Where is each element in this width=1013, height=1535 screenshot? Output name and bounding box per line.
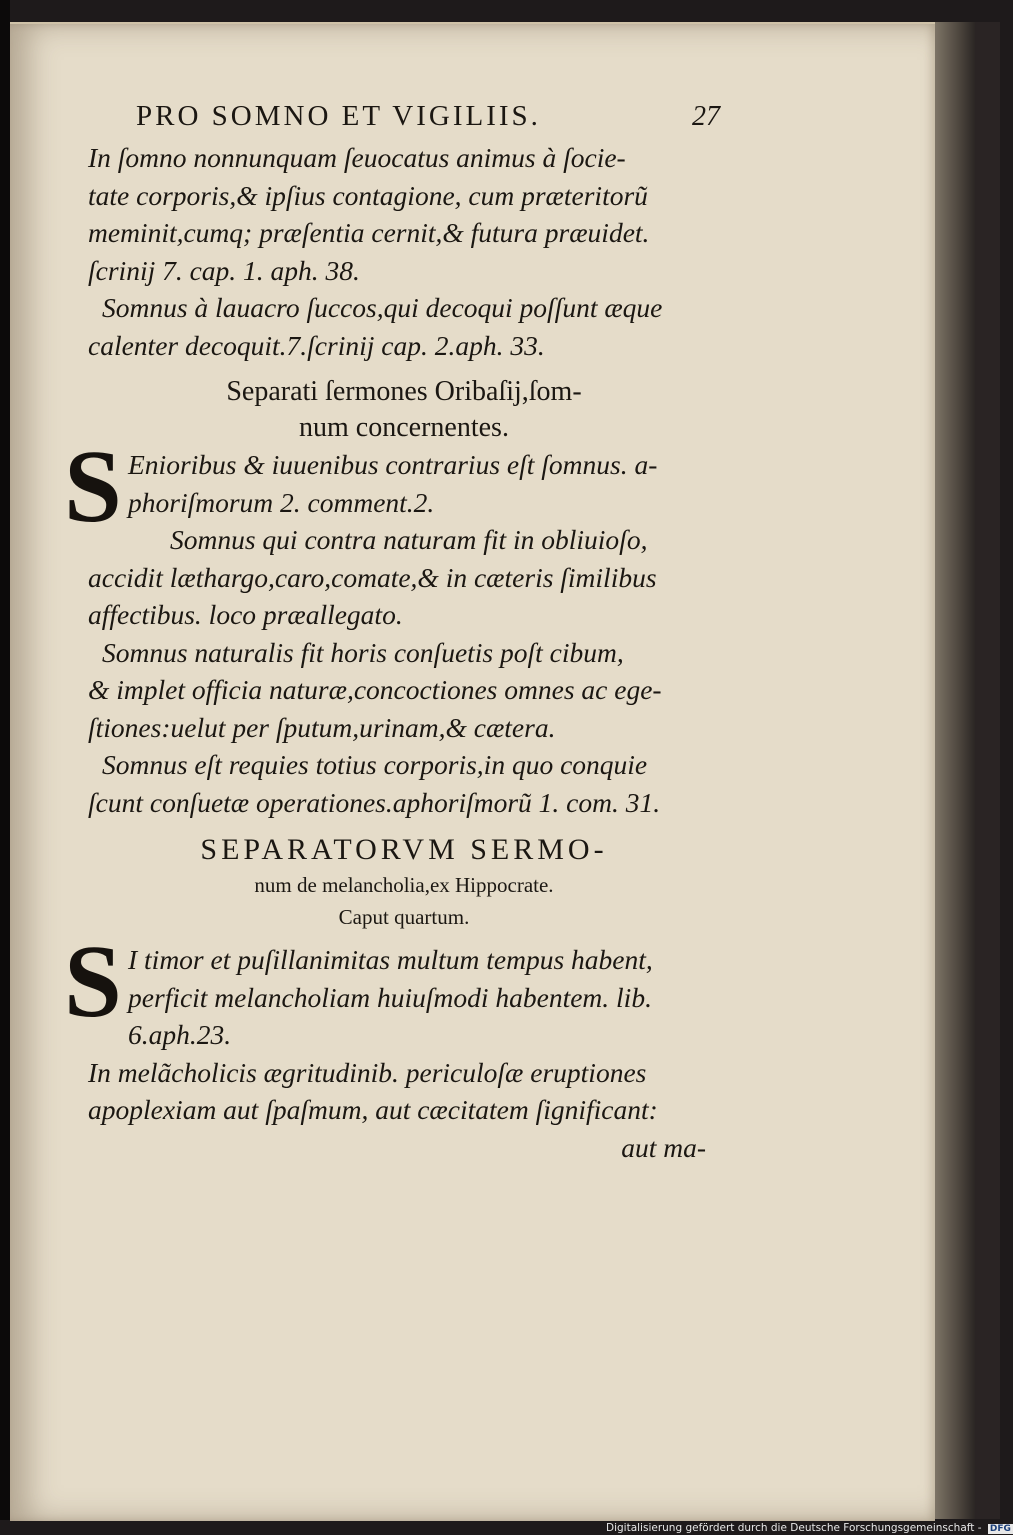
text-line: calenter decoquit.7.ſcrinij cap. 2.aph. 33. — [88, 329, 545, 361]
text-line: affectibus. loco præallegato. — [88, 599, 403, 630]
dfg-logo: DFG — [989, 1524, 1011, 1534]
digitization-credit — [606, 1522, 1013, 1534]
running-head-title: PRO SOMNO ET VIGILIIS. — [136, 100, 541, 132]
text-line: In ſomno nonnunquam ſeuocatus animus à ſocie- — [88, 142, 626, 173]
page-fore-edge — [935, 22, 975, 1519]
chapter-label: Caput quartum. — [338, 905, 470, 929]
heading-caps-line: SEPARATORVM SERMO- — [200, 833, 608, 866]
section-2-opening — [64, 924, 720, 1054]
drop-cap-initial: S — [64, 429, 122, 544]
text-line: Somnus eſt requies totius corporis,in quo conquie — [102, 749, 648, 780]
text-line: phoriſmorum 2. comment.2. — [128, 486, 435, 518]
section-heading-1 — [88, 374, 720, 446]
paragraph-6 — [88, 1054, 720, 1129]
text-line: meminit,cumq; præſentia cernit,& futura præuidet. — [88, 217, 650, 248]
heading-subline: num de melancholia,ex Hippocrate. — [254, 873, 554, 897]
section-heading-2 — [88, 831, 720, 933]
text-line: In melãcholicis ægritudinib. periculoſæ eruptiones — [88, 1056, 647, 1088]
folio-number: 27 — [692, 101, 720, 132]
heading-line: Separati ſermones Oribaſij,ſom- — [226, 376, 582, 407]
paragraph-5 — [88, 746, 720, 821]
text-line: Somnus qui contra naturam fit in obliuioſo, — [170, 524, 648, 555]
text-line: apoplexiam aut ſpaſmum, aut cæcitatem ſignificant: — [88, 1094, 658, 1125]
text-line: tate corporis,& ipſius contagione, cum præteritorũ — [88, 179, 648, 211]
heading-line: num concernentes. — [299, 412, 509, 443]
text-line: ſcrinij 7. cap. 1. aph. 38. — [88, 254, 360, 286]
text-line: I timor et puſillanimitas multum tempus habent, — [128, 944, 653, 975]
page-text-block — [64, 100, 720, 1166]
running-head — [136, 100, 720, 133]
book-binding — [0, 0, 10, 1520]
catchword: aut ma- — [621, 1131, 706, 1163]
text-line: Somnus naturalis fit horis conſuetis poſt cibum, — [102, 636, 624, 668]
paragraph-1 — [88, 139, 720, 289]
text-line: 6.aph.23. — [128, 1019, 232, 1050]
paragraph-3 — [88, 521, 720, 634]
text-line: & implet officia naturæ,concoctiones omnes ac ege- — [88, 674, 662, 705]
text-line: perficit melancholiam huiuſmodi habentem. lib. — [128, 981, 652, 1013]
text-line: ſtiones:uelut per ſputum,urinam,& cætera. — [88, 711, 556, 743]
credit-text: Digitalisierung gefördert durch die Deutsche Forschungsgemeinschaft - — [606, 1522, 982, 1534]
paragraph-2 — [88, 289, 720, 364]
paragraph-4 — [88, 634, 720, 747]
text-line: accidit læthargo,caro,comate,& in cæteris ſimilibus — [88, 561, 657, 593]
text-line: ſcunt conſuetæ operationes.aphoriſmorũ 1. com. 31. — [88, 786, 661, 818]
text-line: Enioribus & iuuenibus contrarius eſt ſomnus. a- — [128, 449, 658, 480]
text-line: Somnus à lauacro ſuccos,qui decoqui poſſunt æque — [102, 292, 663, 323]
drop-cap-initial: S — [64, 924, 122, 1039]
